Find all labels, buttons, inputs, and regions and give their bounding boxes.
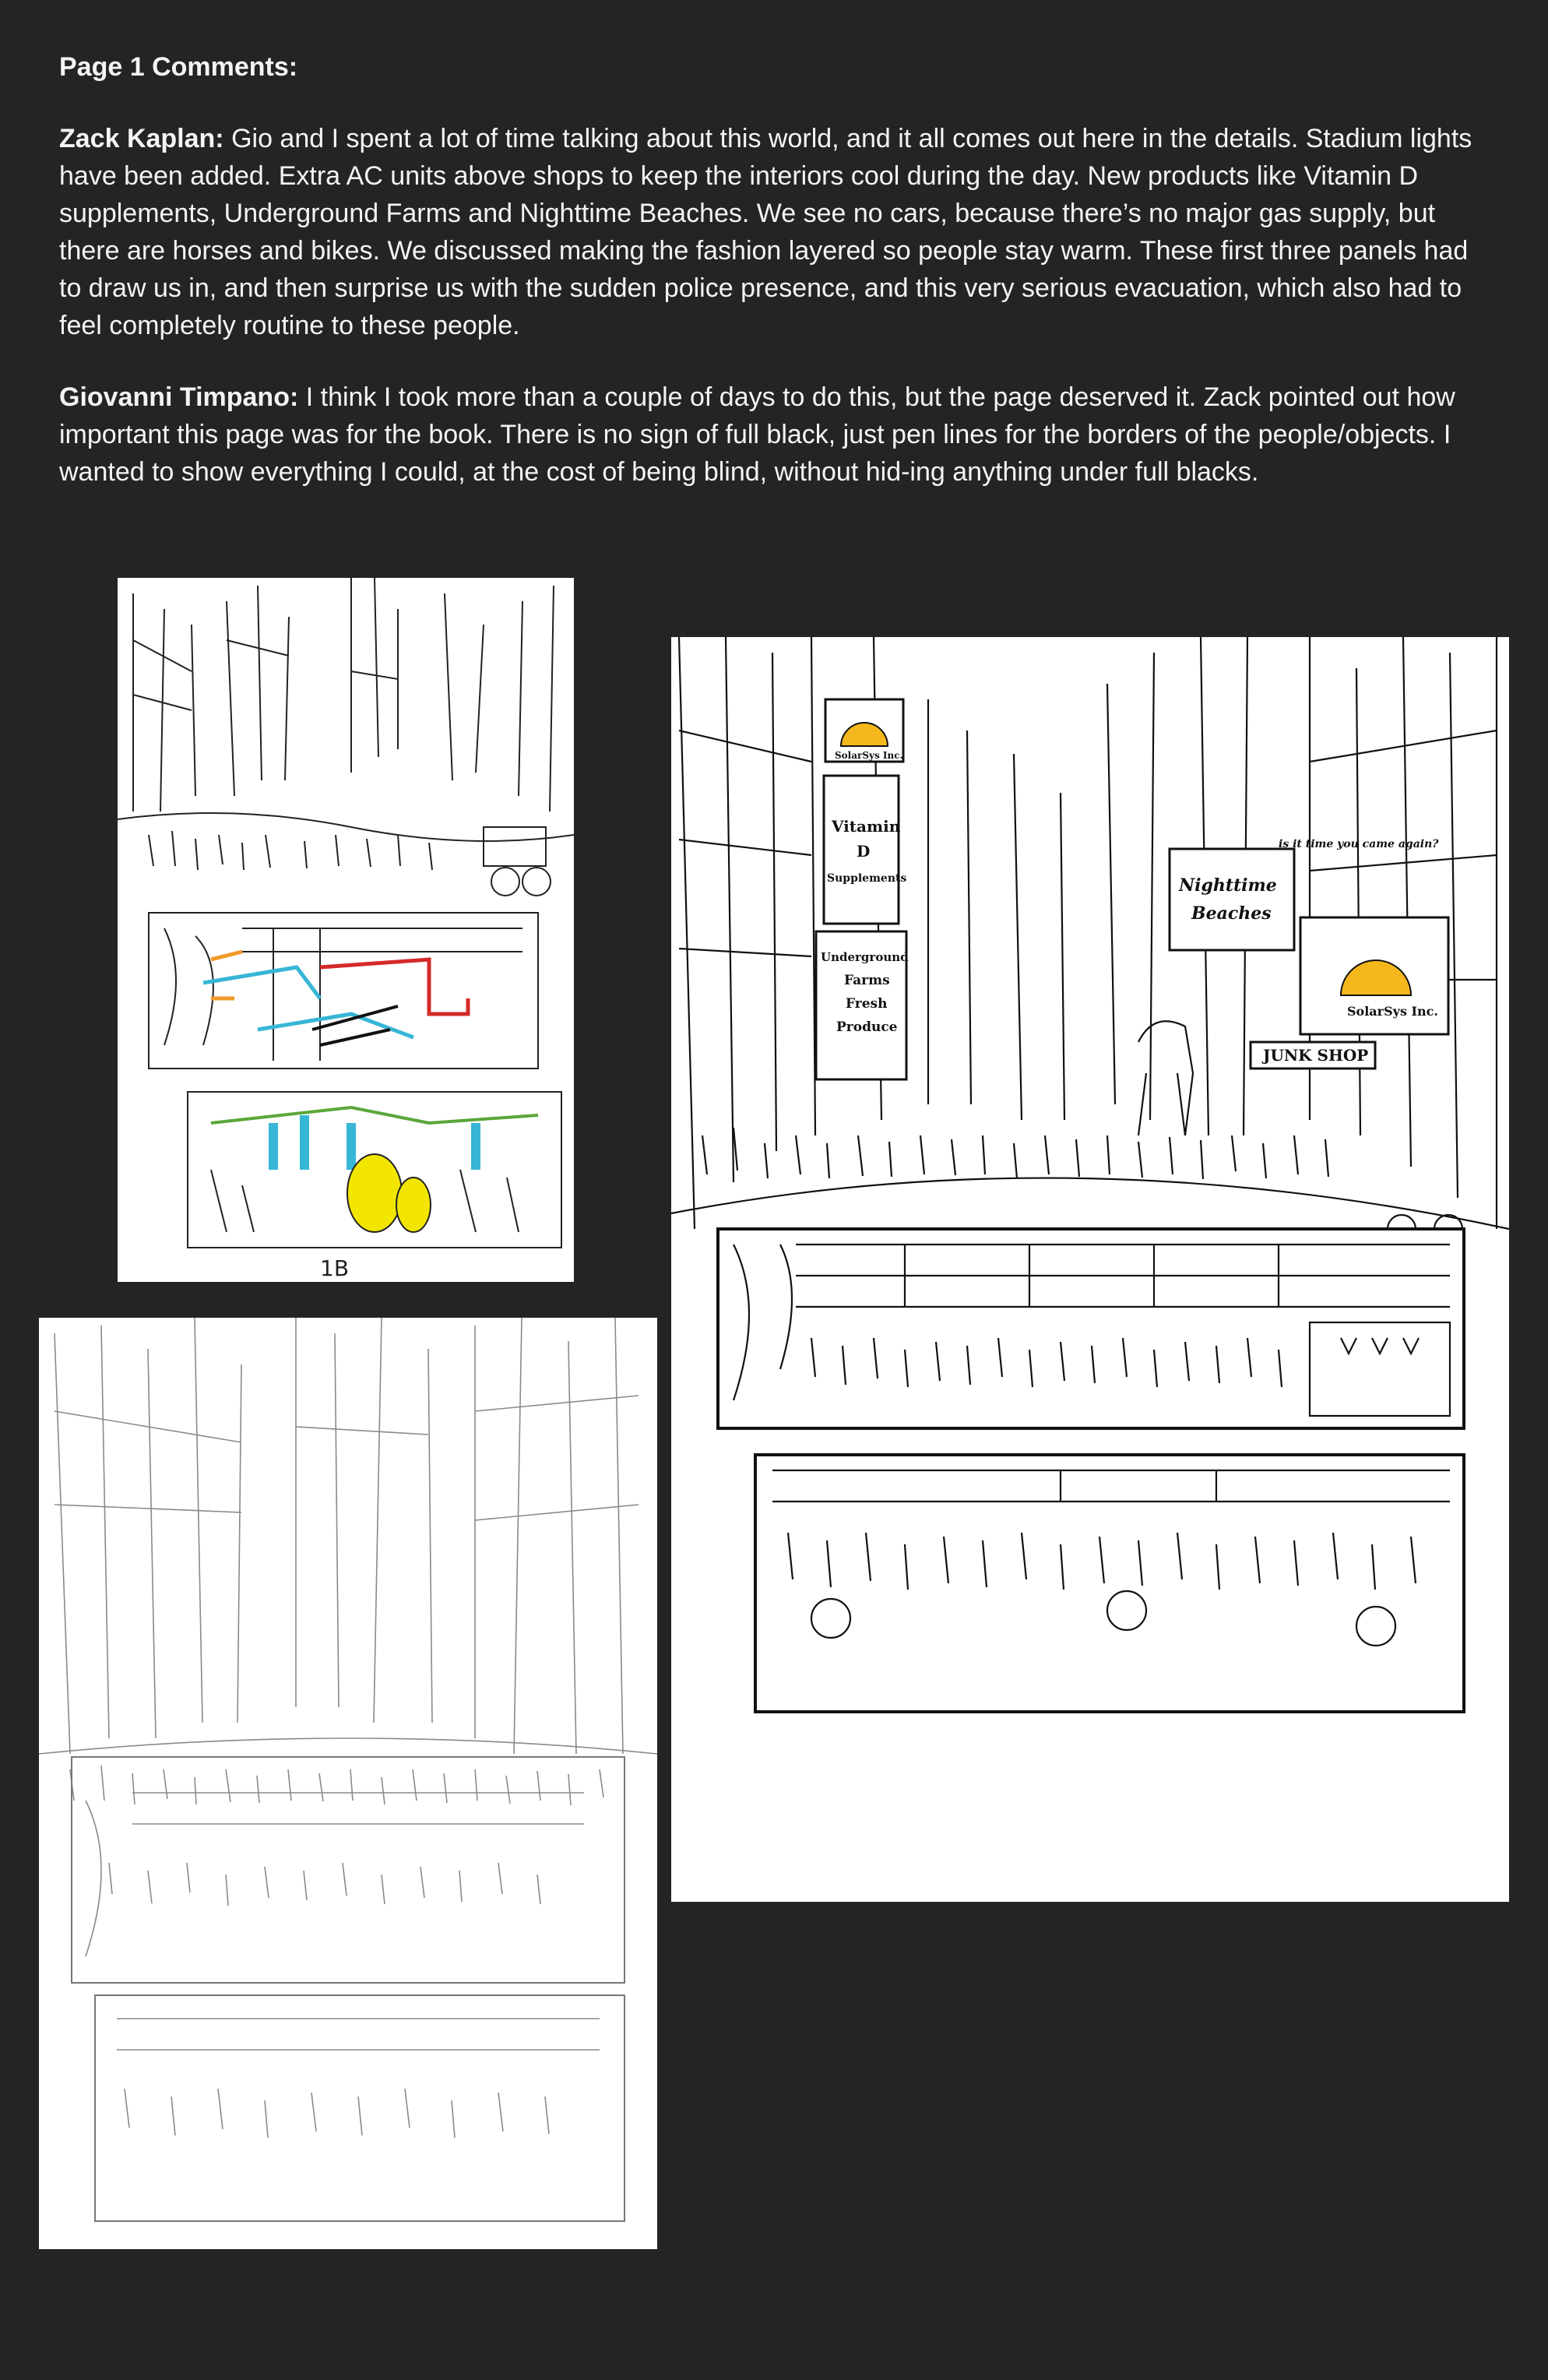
junk-shop-sign-text: JUNK SHOP [1263, 1046, 1369, 1065]
vitamin-sign-line-3: Supplements [827, 872, 907, 885]
thumbnail-panel-2-frame [149, 913, 538, 1069]
underground-farms-sign [816, 931, 909, 1079]
farms-sign-line-2: Farms [844, 973, 890, 988]
comments-text-block [59, 48, 1484, 525]
vitamin-sign-line-2: D [857, 842, 871, 861]
nighttime-beaches-sign [1170, 849, 1294, 950]
comment-body: I think I took more than a couple of days to do this, but the page deserved it. Zack pointed out how important this page was for the book. There is no sign of full black, just pen lines for the borders of the people/objects. I wanted to show everything I could, at the cost of being blind, without hid-ing anything under full blacks. [59, 382, 1455, 487]
beaches-sign-line-2: Beaches [1191, 903, 1272, 924]
thumbnail-panel-2 [164, 928, 522, 1061]
farms-sign-line-1: Underground [821, 950, 909, 964]
inks-illustration [671, 637, 1509, 1902]
pencils-panel-2 [86, 1793, 584, 1956]
beaches-sign-line-1: Nighttime [1179, 875, 1277, 896]
pencils-panel-2-frame [72, 1757, 624, 1983]
farms-sign-line-4: Produce [836, 1019, 898, 1035]
tagline-sign [1279, 838, 1439, 850]
solar-sign-left [825, 699, 903, 762]
pencils-page-sheet [39, 1318, 657, 2249]
junk-shop-sign [1251, 1042, 1375, 1069]
vitamin-sign-line-1: Vitamin [832, 817, 901, 836]
tagline-sign-text: is it time you came again? [1279, 838, 1439, 850]
pencils-panel-3 [117, 2019, 600, 2138]
solar-sign-right [1300, 917, 1448, 1034]
pencils-panel-1 [39, 1318, 657, 1805]
solar-sign-right-text: SolarSys Inc. [1347, 1004, 1438, 1019]
solar-sign-left-text: SolarSys Inc. [835, 750, 903, 761]
vitamin-d-sign [824, 776, 906, 924]
thumbnail-sketch-sheet [118, 578, 574, 1282]
page-heading: Page 1 Comments: [59, 52, 298, 82]
thumbnail-page-label: 1B [320, 1255, 350, 1281]
inks-page-sheet [671, 637, 1509, 1902]
comment-zack-kaplan [59, 120, 1484, 344]
comment-giovanni-timpano [59, 378, 1484, 491]
comment-speaker: Giovanni Timpano: [59, 382, 299, 412]
comment-body: Gio and I spent a lot of time talking about this world, and it all comes out here in the details. Stadium lights have been added. Extra AC units above shops to keep the interiors cool during the day. New products like Vitamin D supplements, Underground Farms and Nighttime Beaches. We see no cars, because there’s no major gas supply, but there are horses and bikes. We discussed making the fashion layered so people stay warm. These first three panels had to draw us in, and then surprise us with the sudden police presence, and this very serious evacuation, which also had to feel completely routine to these people. [59, 124, 1472, 340]
thumbnail-sketch-illustration [118, 578, 574, 1282]
inks-panel-2-frame [718, 1229, 1464, 1428]
comment-speaker: Zack Kaplan: [59, 124, 224, 153]
thumbnail-panel-3 [211, 1107, 538, 1232]
pencils-illustration [39, 1318, 657, 2249]
inks-panel-3-frame [755, 1455, 1464, 1712]
thumbnail-panel-1 [118, 578, 574, 896]
farms-sign-line-3: Fresh [846, 996, 888, 1012]
